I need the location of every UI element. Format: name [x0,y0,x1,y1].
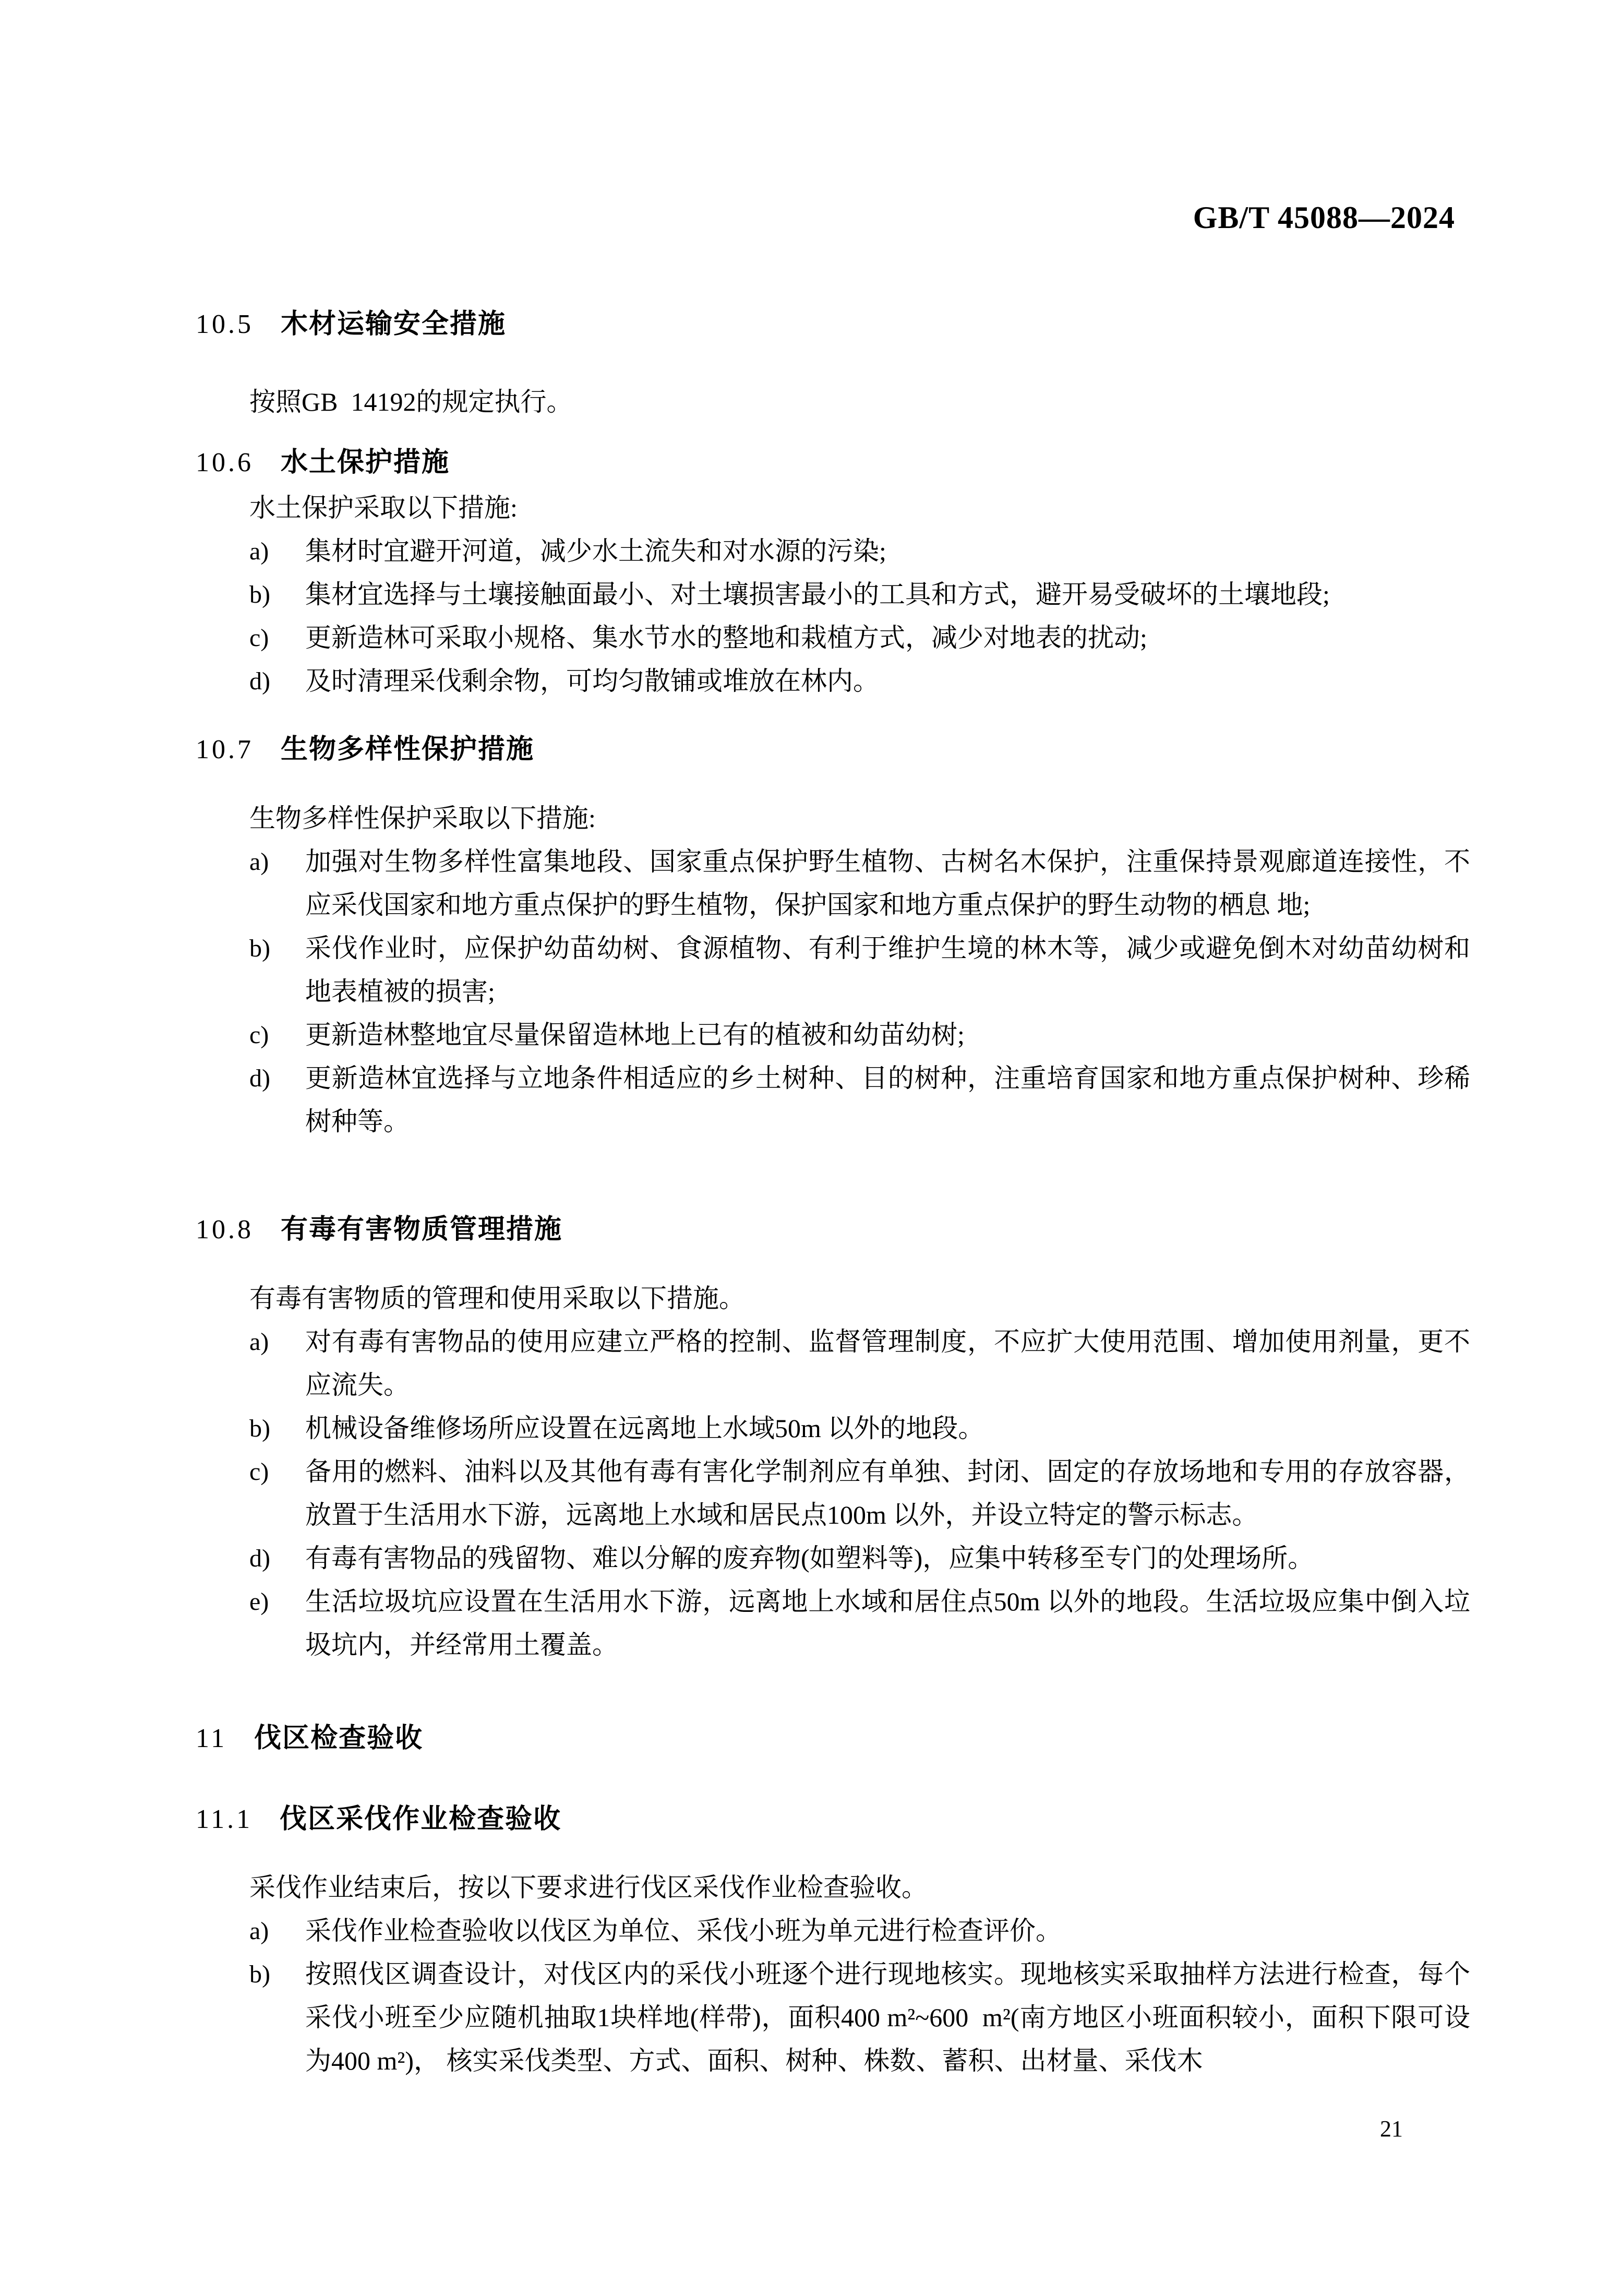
list-item [249,1953,1470,2083]
item-label: d) [249,667,270,695]
section-10-8-lead [196,1277,1416,1320]
lead-paragraph: 生物多样性保护采取以下措施: [249,804,596,833]
body-paragraph: 按照GB 14192的规定执行。 [249,387,573,416]
item-label: a) [249,1328,269,1356]
section-number: 11.1 [196,1804,253,1834]
item-text: 备用的燃料、油料以及其他有毒有害化学制剂应有单独、封闭、固定的存放场地和专用的存放容器，放置于生活用水下游，远离地上水域和居民点100m 以外，并设立特定的警示标志。 [305,1457,1470,1529]
section-10-6-list [249,530,1470,703]
list-item [249,1057,1470,1143]
section-title: 木材运输安全措施 [281,309,507,339]
item-label: a) [249,848,269,876]
section-10-5-body [196,380,1416,424]
section-title: 伐区检查验收 [254,1723,424,1753]
list-item [249,1407,1470,1450]
section-number: 10.8 [196,1215,254,1245]
lead-paragraph: 水土保护采取以下措施: [249,493,518,522]
page-number: 21 [1380,2116,1403,2142]
doc-number: GB/T 45088—2024 [1193,200,1455,235]
list-item [249,573,1470,616]
section-number: 10.7 [196,735,254,764]
section-10-7-list [249,840,1470,1143]
section-number: 10.5 [196,309,254,339]
section-heading-10-6 [196,446,450,479]
section-title: 水土保护措施 [281,447,450,477]
item-text: 更新造林宜选择与立地条件相适应的乡土树种、目的树种，注重培育国家和地方重点保护树种、珍稀树种等。 [305,1063,1470,1136]
list-item [249,1450,1470,1537]
item-label: c) [249,1021,269,1049]
item-text: 加强对生物多样性富集地段、国家重点保护野生植物、古树名木保护，注重保持景观廊道连接性，不应采伐国家和地方重点保护的野生植物，保护国家和地方重点保护的野生动物的栖息 地; [305,847,1470,919]
section-title: 有毒有害物质管理措施 [281,1214,563,1245]
item-text: 生活垃圾坑应设置在生活用水下游，远离地上水域和居住点50m 以外的地段。生活垃圾应集中倒入垃圾坑内，并经常用土覆盖。 [305,1587,1470,1659]
list-item [249,1537,1470,1580]
list-item [249,1013,1470,1057]
section-title: 生物多样性保护措施 [281,734,535,764]
item-label: e) [249,1588,269,1616]
section-10-8-list [249,1320,1470,1667]
item-text: 对有毒有害物品的使用应建立严格的控制、监督管理制度，不应扩大使用范围、增加使用剂量，更不应流失。 [305,1327,1470,1400]
item-text: 及时清理采伐剩余物，可均匀散铺或堆放在林内。 [305,666,879,696]
item-label: b) [249,581,270,608]
section-10-7-lead [196,797,1416,840]
section-number: 11 [196,1724,227,1753]
item-label: c) [249,1458,269,1486]
list-item [249,1580,1470,1667]
list-item [249,530,1470,573]
section-title: 伐区采伐作业检查验收 [280,1804,562,1834]
list-item [249,1320,1470,1407]
item-text: 按照伐区调查设计，对伐区内的采伐小班逐个进行现地核实。现地核实采取抽样方法进行检查，每个采伐小班至少应随机抽取1块样地(样带)，面积400 m²~600 m²(南方地区小班面积较小，面积下限可设为400 m²)， 核实采伐类型、方式、面积、树种、株数、蓄积、出材量、采伐木 [305,1959,1470,2075]
lead-paragraph: 采伐作业结束后，按以下要求进行伐区采伐作业检查验收。 [249,1873,928,1902]
section-heading-10-7 [196,733,534,766]
chapter-heading-11 [196,1722,423,1755]
item-label: d) [249,1065,270,1092]
section-heading-11-1 [196,1803,561,1836]
section-11-1-lead [196,1866,1416,1909]
section-heading-10-5 [196,308,506,341]
item-label: a) [249,537,269,565]
list-item [249,840,1470,927]
list-item [249,1909,1470,1953]
item-label: b) [249,1415,270,1442]
item-label: d) [249,1545,270,1572]
item-text: 集材宜选择与土壤接触面最小、对土壤损害最小的工具和方式，避开易受破坏的土壤地段; [305,580,1330,609]
item-text: 机械设备维修场所应设置在远离地上水域50m 以外的地段。 [305,1414,984,1443]
section-number: 10.6 [196,448,254,477]
item-label: a) [249,1917,269,1945]
section-11-1-list [249,1909,1470,2083]
item-label: b) [249,1960,270,1988]
list-item [249,660,1470,703]
item-text: 采伐作业检查验收以伐区为单位、采伐小班为单元进行检查评价。 [305,1916,1062,1945]
section-heading-10-8 [196,1213,562,1246]
item-label: c) [249,624,269,652]
list-item [249,927,1470,1013]
item-text: 有毒有害物品的残留物、难以分解的废弃物(如塑料等)，应集中转移至专门的处理场所。 [305,1544,1314,1573]
item-label: b) [249,935,270,962]
item-text: 更新造林整地宜尽量保留造林地上已有的植被和幼苗幼树; [305,1020,965,1049]
item-text: 采伐作业时，应保护幼苗幼树、食源植物、有利于维护生境的林木等，减少或避免倒木对幼苗幼树和地表植被的损害; [305,934,1470,1006]
section-10-6-lead [196,486,1416,530]
item-text: 更新造林可采取小规格、集水节水的整地和栽植方式，减少对地表的扰动; [305,623,1147,652]
list-item [249,616,1470,660]
item-text: 集材时宜避开河道，减少水土流失和对水源的污染; [305,536,886,566]
lead-paragraph: 有毒有害物质的管理和使用采取以下措施。 [249,1284,745,1313]
